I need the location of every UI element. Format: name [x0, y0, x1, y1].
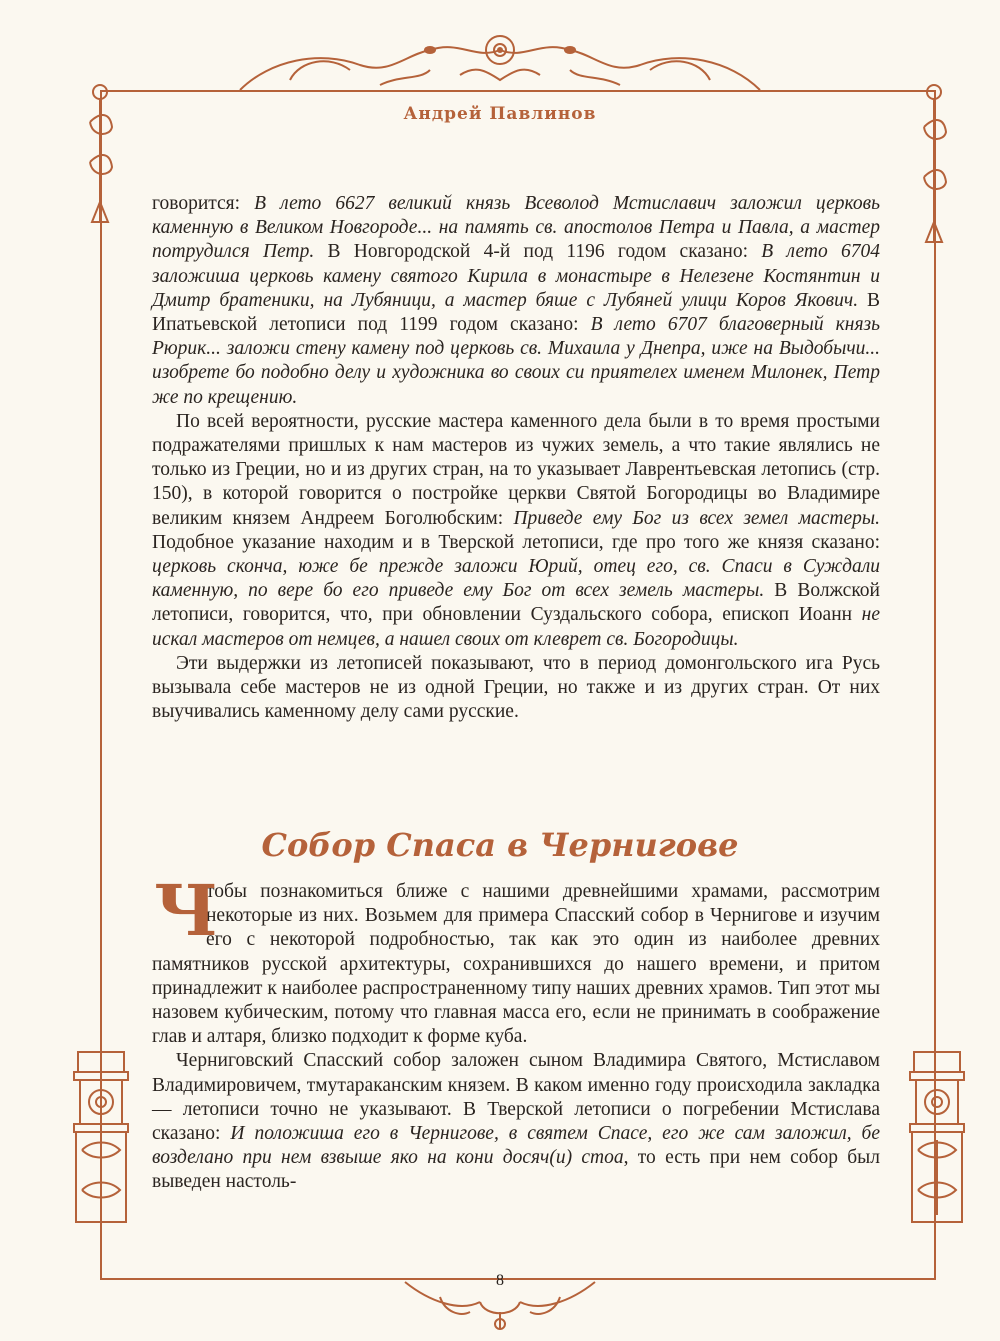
- body-text-run: Подобное указание находим и в Тверской летописи, где про того же князя сказано:: [152, 531, 880, 553]
- body-text-section-1: [152, 192, 880, 724]
- paragraph: [152, 410, 880, 652]
- quoted-chronicle-text: В лето 6704 заложиша церковь камену святого Кирила в монастыре в Нелезене Костянтин и Дмитр братеники, на Лубяници, а мастер бяше с Лубяней улици Коров Якович.: [152, 241, 880, 311]
- quoted-chronicle-text: не искал мастеров от немцев, а нашел своих от клеврет св. Богородицы.: [152, 604, 880, 650]
- drop-cap-ornate-letter: Ч: [154, 869, 218, 952]
- quoted-chronicle-text: В лето 6627 великий князь Всеволод Мстиславич заложил церковь каменную в Великом Новгороде... на память св. апостолов Петра и Павла, а мастер потрудился Петр.: [152, 193, 880, 263]
- quoted-chronicle-text: В лето 6707 благоверный князь Рюрик... заложи стену камену под церковь св. Михаила у Днепра, иже на Выдобычи... изобрете бо подобно делу и художника во своих си приятелех именем Милонек, Петр же по крещению.: [152, 314, 880, 408]
- body-text-run: По всей вероятности, русские мастера каменного дела были в то время простыми подражателями пришлых к нам мастеров из чужих земель, а что такие являлись не только из Греции, но и из других стран, на то указывает Лаврентьевская летопись (стр. 150), в которой говорится о постройке церкви Святой Богородицы во Владимире великим князем Андреем Боголюбским:: [152, 410, 880, 529]
- body-text-run: В Ипатьевской летописи под 1199 годом сказано:: [152, 289, 880, 336]
- first-paragraph-text: тобы познакомиться ближе с нашими древнейшими храмами, рассмотрим некоторые из них. Возьмем для примера Спасский собор в Чернигове и изучим его с некоторой подробностью, так как это один из наиболее древних памятников русской архитектуры, сохранившихся до нашего времени, и притом принадлежит к наиболее распространенному типу наших древних храмов. Тип этот мы назовем кубическим, потому что главная масса его, если не принимать в соображение глав и алтаря, близко подходит к форме куба.: [152, 881, 880, 1048]
- body-text-run: В Новгородской 4-й под 1196 годом сказано:: [314, 241, 762, 263]
- body-text-run: В Волжской летописи, говорится, что, при обновлении Суздальского собора, епископ Иоанн: [152, 580, 880, 626]
- top-floral-ornament: [230, 20, 770, 95]
- page-number: 8: [496, 1272, 504, 1289]
- quoted-chronicle-text: И положиша его в Чернигове, в святем Спасе, его же сам заложил, бе возделано при нем взвыше яко на кони досяч(и) стоа: [152, 1123, 881, 1169]
- first-paragraph: [152, 869, 880, 1049]
- quoted-chronicle-text: Приведе ему Бог из всех земел мастеры.: [513, 507, 880, 529]
- quoted-chronicle-text: церковь сконча, юже бе прежде заложи Юрий, отец его, св. Спаси в Суждали каменную, по вере бо его приведе ему Бог от всех земель мастеры.: [152, 556, 880, 602]
- body-text-section-2: [152, 869, 881, 1195]
- left-column-ornament: [68, 1050, 134, 1230]
- right-column-ornament: [904, 1050, 970, 1230]
- chapter-heading: Собор Спаса в Чернигове: [261, 826, 739, 864]
- running-header-author: Андрей Павлинов: [403, 104, 597, 124]
- paragraph: [152, 1049, 880, 1194]
- paragraph: [152, 652, 880, 725]
- paragraph: [152, 192, 880, 410]
- body-text-run: , то есть при нем собор был выведен настоль-: [152, 1147, 881, 1193]
- body-text-run: Черниговский Спасский собор заложен сыном Владимира Святого, Мстиславом Владимировичем, тмутараканским князем. В каком именно году происходила закладка — летописи точно не указывают. В Тверской летописи о погребении Мстислава сказано:: [152, 1050, 880, 1145]
- body-text-run: говорится:: [152, 193, 255, 214]
- body-text-run: Эти выдержки из летописей показывают, что в период домонгольского ига Русь вызывала себе мастеров не из одной Греции, но также и из других стран. От них выучивались каменному делу сами русские.: [152, 652, 880, 723]
